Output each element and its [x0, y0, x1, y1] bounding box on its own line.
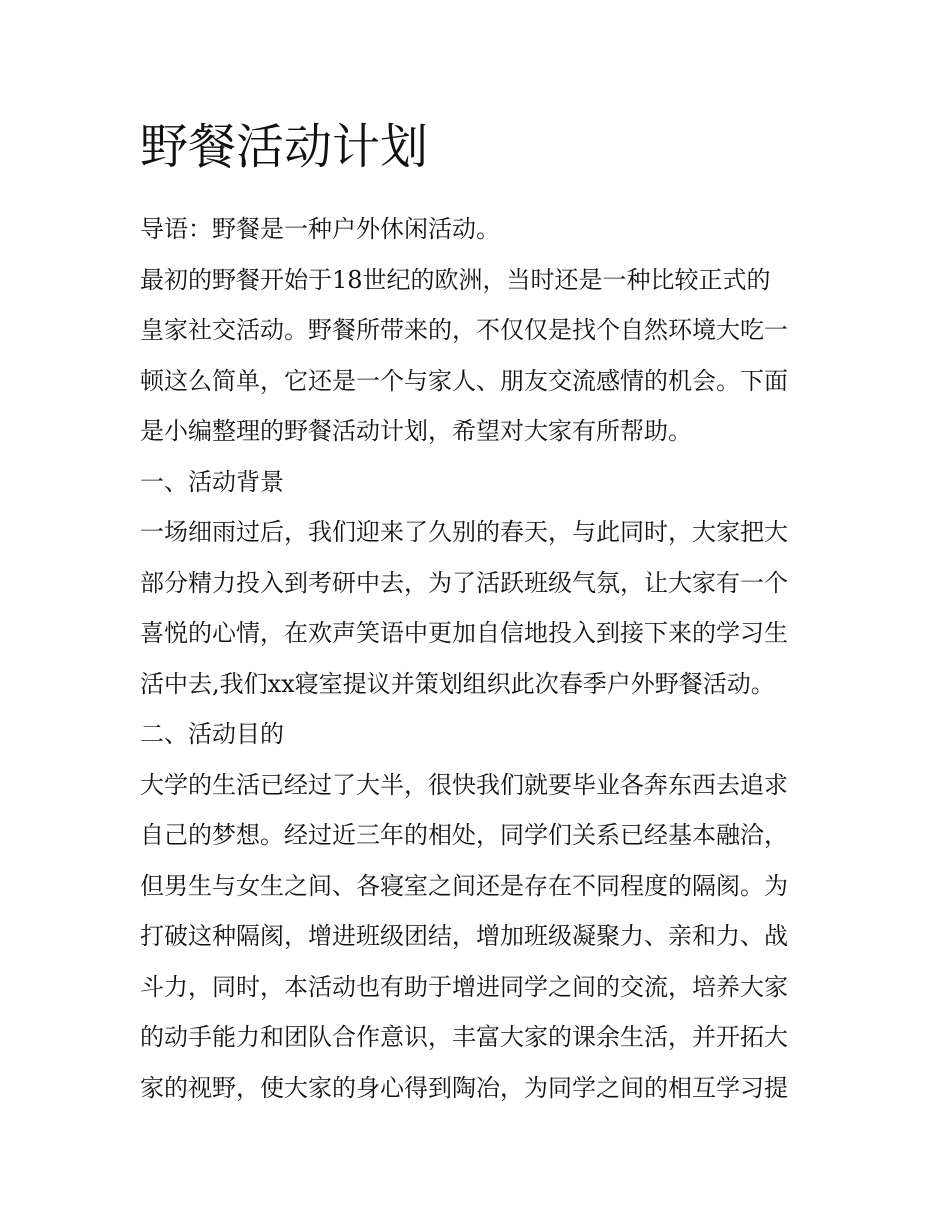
paragraph-line: 顿这么简单，它还是一个与家人、朋友交流感情的机会。下面: [140, 366, 788, 395]
document-title: 野餐活动计划: [140, 119, 429, 175]
paragraph-line: 大学的生活已经过了大半，很快我们就要毕业各奔东西去追求: [140, 770, 788, 799]
paragraph-line: 但男生与女生之间、各寝室之间还是存在不同程度的隔阂。为: [140, 871, 788, 900]
section-heading-background: 一、活动背景: [140, 467, 284, 496]
paragraph-line: 是小编整理的野餐活动计划，希望对大家有所帮助。: [140, 417, 692, 445]
intro-line: 导语：野餐是一种户外休闲活动。: [140, 215, 500, 243]
paragraph-line: 皇家社交活动。野餐所带来的，不仅仅是找个自然环境大吃一: [140, 316, 788, 344]
paragraph-line: 家的视野，使大家的身心得到陶冶，为同学之间的相互学习提: [140, 1073, 788, 1102]
paragraph-line: 喜悦的心情，在欢声笑语中更加自信地投入到接下来的学习生: [140, 619, 788, 647]
paragraph-line: 打破这种隔阂，增进班级团结，增加班级凝聚力、亲和力、战: [140, 922, 788, 950]
paragraph-line: 最初的野餐开始于18世纪的欧洲，当时还是一种比较正式的: [140, 265, 771, 294]
paragraph-line: 活中去,我们xx寝室提议并策划组织此次春季户外野餐活动。: [140, 669, 775, 698]
paragraph-line: 一场细雨过后，我们迎来了久别的春天，与此同时，大家把大: [140, 518, 788, 546]
document-body: [140, 112, 820, 1113]
section-heading-purpose: 二、活动目的: [140, 720, 284, 748]
paragraph-line: 部分精力投入到考研中去，为了活跃班级气氛，让大家有一个: [140, 568, 788, 597]
paragraph-line: 的动手能力和团队合作意识，丰富大家的课余生活，并开拓大: [140, 1023, 788, 1051]
paragraph-line: 斗力，同时，本活动也有助于增进同学之间的交流，培养大家: [140, 972, 788, 1001]
paragraph-line: 自己的梦想。经过近三年的相处，同学们关系已经基本融洽，: [140, 821, 788, 849]
